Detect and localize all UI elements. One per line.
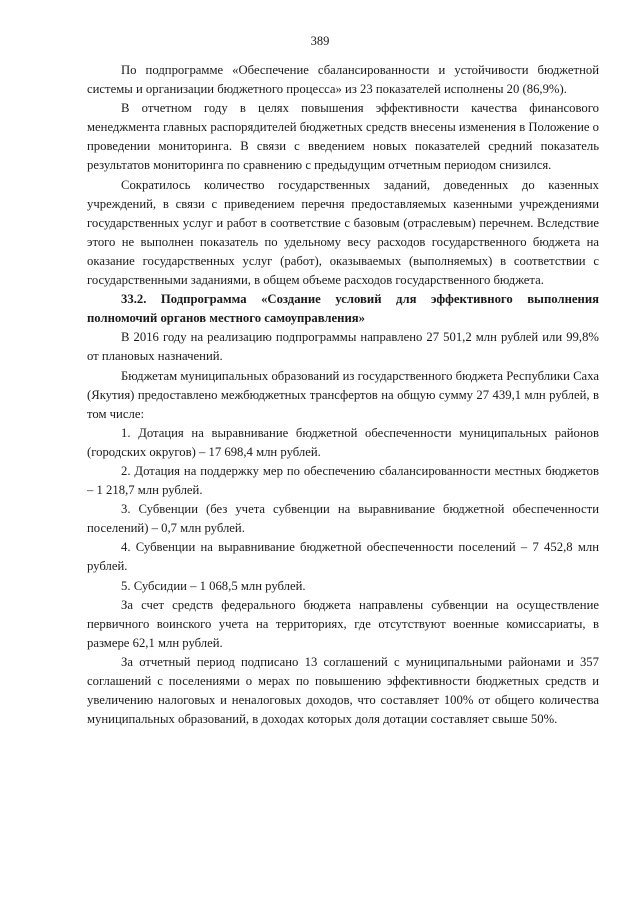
document-body bbox=[87, 61, 599, 729]
paragraph-monitoring: В отчетном году в целях повышения эффективности качества финансового менеджмента главных распорядителей бюджетных средств внесены изменения в Положение о проведении мониторинга. В связи с введением новых показателей средний показатель результатов мониторинга по сравнению с предыдущим отчетным периодом снизился. bbox=[87, 101, 600, 173]
list-item-4: 4. Субвенции на выравнивание бюджетной обеспеченности поселений – 7 452,8 млн рублей. bbox=[87, 540, 599, 574]
paragraph-agreements: За отчетный период подписано 13 соглашений с муниципальными районами и 357 соглашений с поселениями о мерах по повышению эффективности бюджетных средств и увеличению налоговых и неналоговых доходов, что составляет 100% от общего количества муниципальных образований, в доходах которых доля дотации составляет свыше 50%. bbox=[87, 654, 599, 727]
list-item-1: 1. Дотация на выравнивание бюджетной обеспеченности муниципальных районов (городских округов) – 17 698,4 млн рублей. bbox=[87, 425, 599, 459]
paragraph-state-tasks: Сократилось количество государственных заданий, доведенных до казенных учреждений, в связи с приведением перечня предоставляемых казенными учреждениями государственных услуг и работ в соответствие с базовым (отраслевым) перечнем. Вследствие этого не выполнен показатель по удельному весу расходов государственного бюджета на оказание государственных услуг (работ), оказываемых (выполняемых) в соответствии с государственными заданиями, в общем объеме расходов государственного бюджета. bbox=[87, 177, 599, 288]
list-item-2: 2. Дотация на поддержку мер по обеспечению сбалансированности местных бюджетов – 1 218,7 млн рублей. bbox=[87, 463, 599, 498]
list-item-3: 3. Субвенции (без учета субвенции на выравнивание бюджетной обеспеченности поселений) – 0,7 млн рублей. bbox=[87, 502, 599, 536]
page-number: 389 bbox=[310, 34, 330, 48]
paragraph-transfers: Бюджетам муниципальных образований из государственного бюджета Республики Саха (Якутия) предоставлено межбюджетных трансфертов на общую сумму 27 439,1 млн рублей, в том числе: bbox=[87, 368, 599, 421]
list-item-5: 5. Субсидии – 1 068,5 млн рублей. bbox=[121, 578, 306, 593]
paragraph-subprogram-result: По подпрограмме «Обеспечение сбалансированности и устойчивости бюджетной системы и организации бюджетного процесса» из 23 показателей исполнены 20 (86,9%). bbox=[87, 63, 599, 97]
section-heading-33-2: 33.2. Подпрограмма «Создание условий для эффективного выполнения полномочий органов местного самоуправления» bbox=[87, 292, 599, 326]
paragraph-federal-subventions: За счет средств федерального бюджета направлены субвенции на осуществление первичного воинского учета на территориях, где отсутствуют военные комиссариаты, в размере 62,1 млн рублей. bbox=[87, 597, 599, 650]
paragraph-funding-2016: В 2016 году на реализацию подпрограммы направлено 27 501,2 млн рублей или 99,8% от плановых назначений. bbox=[87, 330, 599, 364]
